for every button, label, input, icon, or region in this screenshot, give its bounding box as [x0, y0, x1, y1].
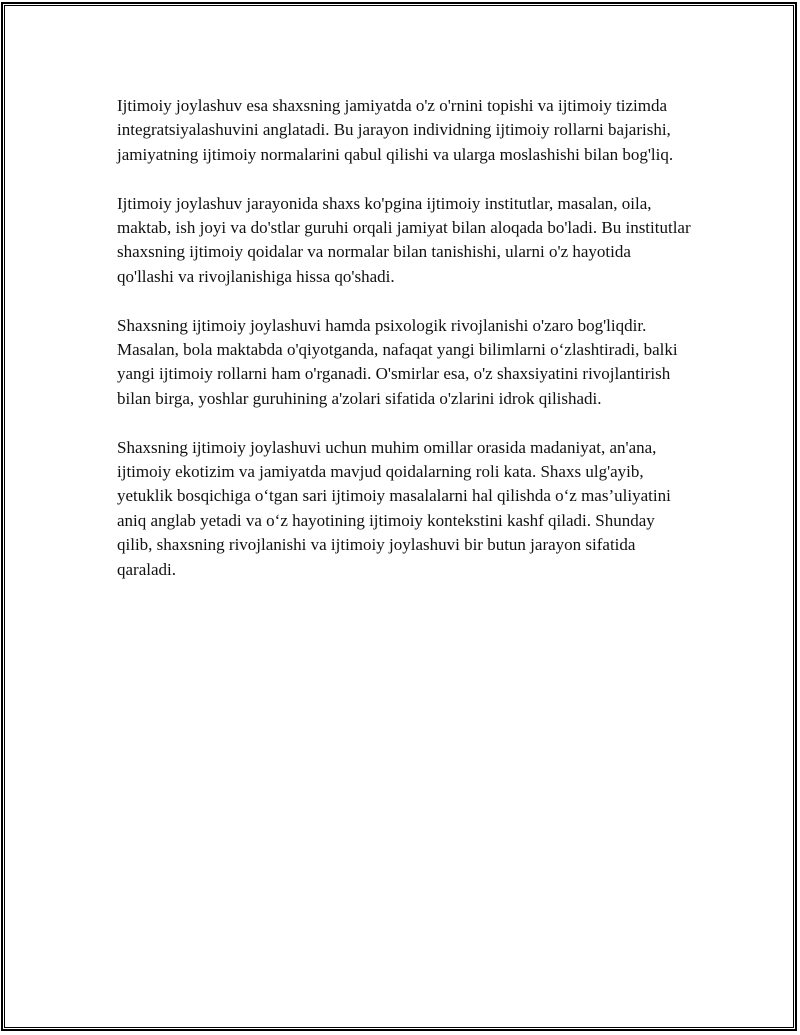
paragraph-4: Shaxsning ijtimoiy joylashuvi uchun muhim omillar orasida madaniyat, an'ana, ijtimoiy ekotizim va jamiyatda mavjud qoidalarning roli kata. Shaxs ulg'ayib, yetuklik bosqichiga o‘tgan sari ijtimoiy masalalarni hal qilishda o‘z mas’uliyatini aniq anglab yetadi va o‘z hayotining ijtimoiy kontekstini kashf qiladi. Shunday qilib, shaxsning rivojlanishi va ijtimoiy joylashuvi bir butun jarayon sifatida qaraladi.: [117, 437, 671, 579]
paragraph-2: Ijtimoiy joylashuv jarayonida shaxs ko'pgina ijtimoiy institutlar, masalan, oila, maktab, ish joyi va do'stlar guruhi orqali jamiyat bilan aloqada bo'ladi. Bu institutlar shaxsning ijtimoiy qoidalar va normalar bilan tanishishi, ularni o'z hayotida qo'llashi va rivojlanishiga hissa qo'shadi.: [117, 193, 691, 286]
document-body: [117, 94, 692, 606]
paragraph-3: Shaxsning ijtimoiy joylashuvi hamda psixologik rivojlanishi o'zaro bog'liqdir. Masalan, bola maktabda o'qiyotganda, nafaqat yangi bilimlarni o‘zlashtiradi, balki yangi ijtimoiy rollarni ham o'rganadi. O'smirlar esa, o'z shaxsiyatini rivojlantirish bilan birga, yoshlar guruhining a'zolari sifatida o'zlarini idrok qilishadi.: [117, 315, 678, 408]
paragraph-1: Ijtimoiy joylashuv esa shaxsning jamiyatda o'z o'rnini topishi va ijtimoiy tizimda integratsiyalashuvini anglatadi. Bu jarayon individning ijtimoiy rollarni bajarishi, jamiyatning ijtimoiy normalarini qabul qilishi va ularga moslashishi bilan bog'liq.: [117, 96, 674, 164]
